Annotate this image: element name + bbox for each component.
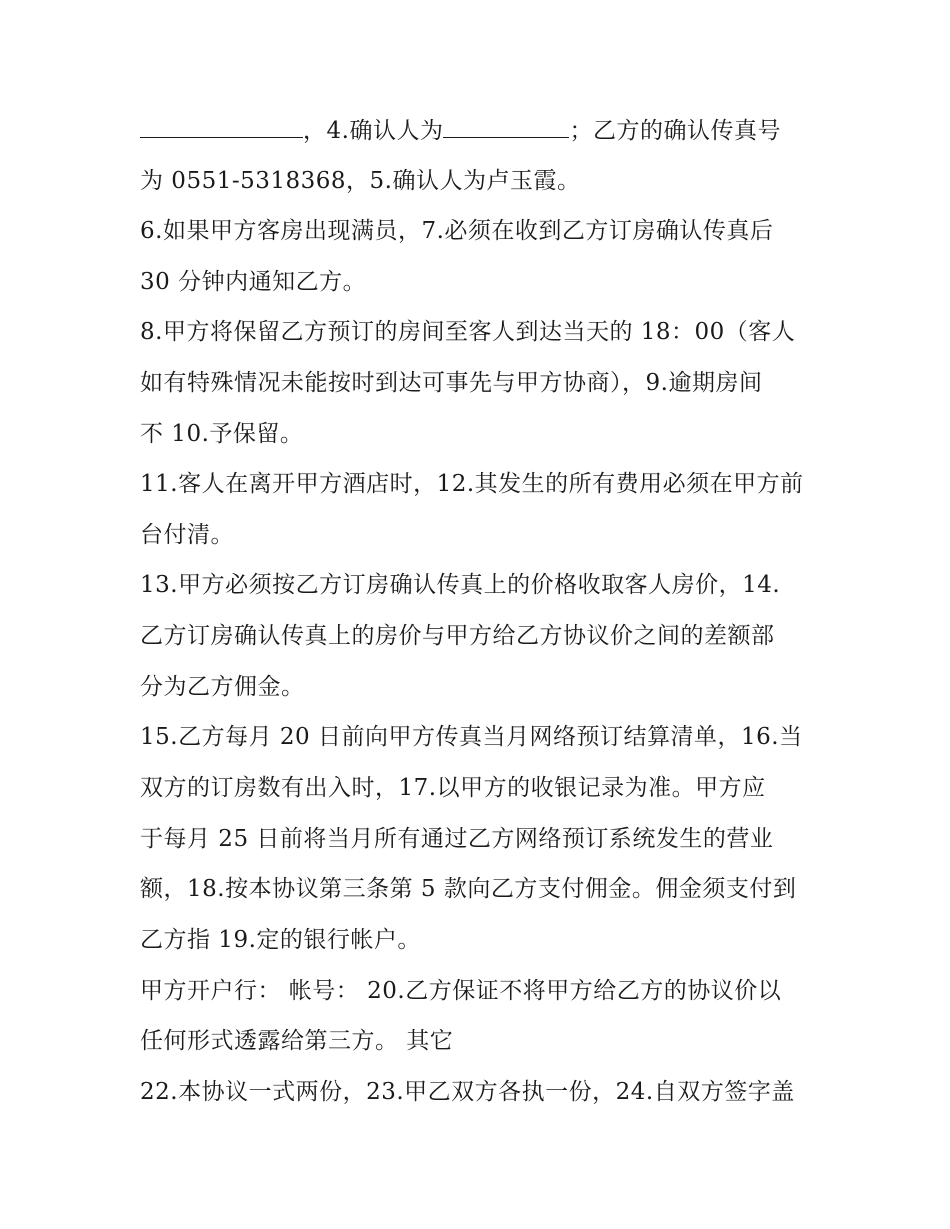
text-line-5: 8.甲方将保留乙方预订的房间至客人到达当天的 18：00（客人 [140, 319, 796, 345]
text-line-19: 任何形式透露给第三方。 其它 [140, 1028, 454, 1054]
fill-in-blank [443, 115, 569, 138]
text-line-17: 乙方指 19.定的银行帐户。 [140, 927, 421, 953]
text-line-10: 13.甲方必须按乙方订房确认传真上的价格收取客人房价，14. [140, 572, 781, 598]
text-line-16: 额，18.按本协议第三条第 5 款向乙方支付佣金。佣金须支付到 [140, 876, 797, 902]
text-line-11: 乙方订房确认传真上的房价与甲方给乙方协议价之间的差额部 [140, 623, 775, 649]
text-line-14: 双方的订房数有出入时，17.以甲方的收银记录为准。甲方应 [140, 775, 766, 801]
text-line-2: 为 0551-5318368，5.确认人为卢玉霞。 [140, 168, 581, 194]
text-line-6: 如有特殊情况未能按时到达可事先与甲方协商），9.逾期房间 [140, 370, 763, 396]
fill-in-blank [140, 115, 303, 138]
text-line-18: 甲方开户行： 帐号： 20.乙方保证不将甲方给乙方的协议价以 [140, 978, 782, 1004]
text-line-1 [140, 115, 781, 146]
text-line-8: 11.客人在离开甲方酒店时，12.其发生的所有费用必须在甲方前 [140, 471, 804, 497]
text-line-12: 分为乙方佣金。 [140, 674, 305, 700]
text-line-3: 6.如果甲方客房出现满员，7.必须在收到乙方订房确认传真后 [140, 218, 774, 244]
text-line-4: 30 分钟内通知乙方。 [140, 269, 367, 295]
text-segment: ，4.确认人为 [303, 118, 444, 144]
text-line-7: 不 10.予保留。 [140, 421, 304, 447]
text-line-15: 于每月 25 日前将当月所有通过乙方网络预订系统发生的营业 [140, 826, 774, 852]
text-line-20: 22.本协议一式两份，23.甲乙双方各执一份，24.自双方签字盖 [140, 1079, 795, 1105]
text-line-13: 15.乙方每月 20 日前向甲方传真当月网络预订结算清单，16.当 [140, 724, 803, 750]
text-segment: ；乙方的确认传真号 [569, 118, 781, 144]
text-line-9: 台付清。 [140, 522, 234, 548]
